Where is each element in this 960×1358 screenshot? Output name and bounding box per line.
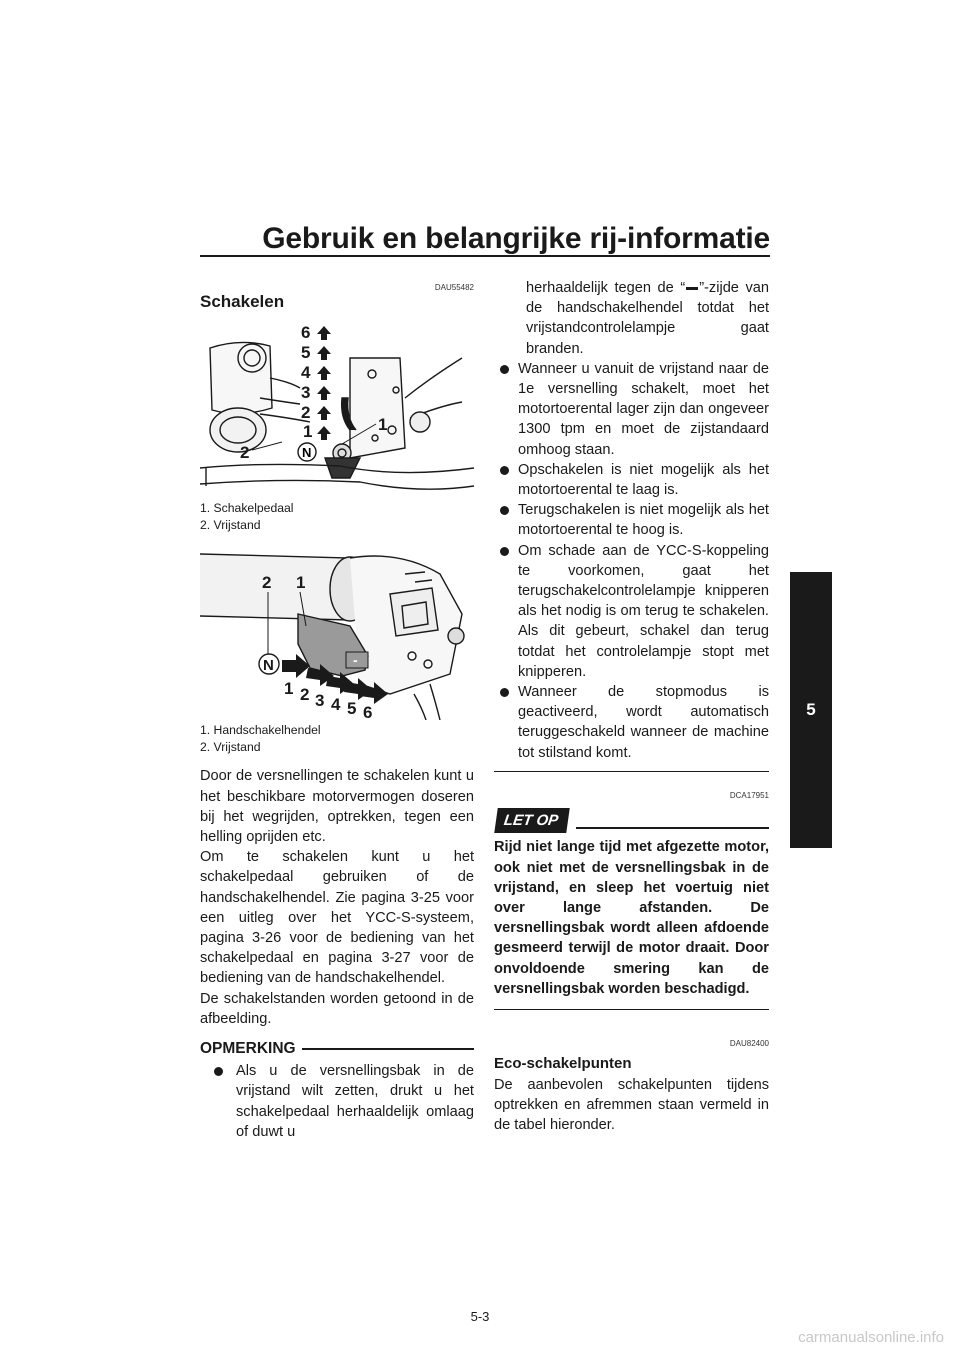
caution-text: Rijd niet lange tijd met afgezette motor, ook niet met de versnellingsbak in de vrijstand, en sleep het voertuig niet over lange afstanden. De versnellingsbak wordt alleen afdoende gesmeerd terwijl de motor draait. Door onvoldoende smering kan de versnellingsbak worden beschadigd. [494, 839, 769, 997]
minus-dash-icon [686, 287, 698, 290]
shift-pedal-illustration [200, 318, 474, 496]
caution-heading [494, 808, 769, 833]
minus-label: - [353, 652, 358, 669]
figure-1-captions [200, 500, 474, 534]
hand-shift-illustration [200, 544, 474, 720]
bullet-icon [214, 1067, 223, 1076]
gear-label-3: 3 [301, 383, 311, 403]
neutral-label: N [263, 657, 274, 675]
note-bullet [494, 460, 769, 500]
body-paragraph: De schakelstanden worden getoond in de afbeelding. [200, 990, 474, 1027]
bullet-text: Wanneer u vanuit de vrijstand naar de 1e versnelling schakelt, moet het motortoerental lager zijn dan ongeveer 1300 tpm en moet de zijstandaard omhoog staan. [518, 360, 769, 458]
subsection-title: Eco-schakelpunten [494, 1055, 632, 1073]
note-rule [302, 1048, 474, 1050]
bullet-icon [500, 547, 509, 556]
callout-1: 1 [296, 573, 306, 593]
caution-rule [576, 827, 769, 829]
header-rule [200, 255, 770, 257]
bullet-text: Om schade aan de YCC-S-koppeling te voorkomen, gaat het terugschakelcontrolelampje knipperen als het nodig is om terug te schakelen. Als dit gebeurt, schakel dan terug totdat het controlelampje stopt met knipperen. [518, 542, 769, 680]
note-bullet [200, 1061, 474, 1142]
figure-2-captions [200, 722, 474, 756]
bullet-text: Opschakelen is niet mogelijk als het motortoerental te laag is. [518, 461, 769, 499]
note-bullet-list-continued [494, 278, 769, 763]
gear-label-2: 2 [300, 685, 310, 705]
caption-line: 2. Vrijstand [200, 518, 261, 533]
caption-line: 1. Schakelpedaal [200, 501, 294, 516]
gear-label-1: 1 [284, 679, 294, 699]
page-number: 5-3 [470, 1309, 490, 1324]
gear-label-6: 6 [301, 323, 311, 343]
figure-hand-shift [200, 544, 474, 720]
note-bullet [494, 541, 769, 682]
callout-1: 1 [378, 415, 388, 435]
note-bullet [494, 682, 769, 763]
note-heading [200, 1039, 474, 1059]
caution-label: LET OP [494, 808, 570, 833]
bullet-text: Wanneer de stopmodus is geactiveerd, wordt automatisch teruggeschakeld wanneer de machine tot stilstand komt. [518, 684, 769, 761]
caution-code: DCA17951 [729, 791, 769, 801]
bullet-text: Terugschakelen is niet mogelijk als het motortoerental te hoog is. [518, 502, 769, 539]
note-bullet [494, 500, 769, 540]
caption-line: 1. Handschakelhendel [200, 723, 321, 738]
bullet-text: ”-zijde van de handschakelhendel totdat het vrijstandcontrolelampje gaat branden. [526, 280, 769, 357]
gear-label-4: 4 [331, 695, 341, 715]
caution-end-rule [494, 1009, 769, 1010]
neutral-label: N [302, 445, 312, 461]
section-code: DAU55482 [434, 283, 474, 292]
bullet-icon [500, 506, 509, 515]
gear-label-1: 1 [303, 422, 313, 442]
callout-2: 2 [240, 443, 250, 463]
watermark: carmanualsonline.info [798, 1329, 944, 1346]
bullet-icon [500, 365, 509, 374]
note-title: OPMERKING [200, 1040, 296, 1058]
caption-line: 2. Vrijstand [200, 740, 261, 755]
figure-shift-pedal [200, 318, 474, 496]
page-header-title: Gebruik en belangrijke rij-informatie [262, 222, 770, 255]
body-paragraph: De aanbevolen schakelpunten tijdens optrekken en afremmen staan vermeld in de tabel hieronder. [494, 1076, 769, 1134]
note-bullet-continued [494, 278, 769, 359]
body-paragraph: Door de versnellingen te schakelen kunt u het beschikbare motorvermogen doseren bij het wegrijden, optrekken, tegen een helling oprijden etc. [200, 768, 474, 846]
gear-label-5: 5 [301, 343, 311, 363]
body-paragraph: Om te schakelen kunt u het schakelpedaal gebruiken of de handschakelhendel. Zie pagina 3-25 voor een uitleg over het YCC-S-systeem, pagina 3-26 voor de bediening van het schakelpedaal en pagina 3-27 voor de bediening van de handschakelhendel. [200, 849, 474, 987]
section-code: DAU82400 [729, 1039, 769, 1049]
bullet-text: herhaaldelijk tegen de “ [526, 280, 686, 296]
gear-label-3: 3 [315, 691, 325, 711]
right-column [494, 278, 769, 1135]
note-bullet [494, 359, 769, 460]
chapter-tab: 5 [790, 572, 832, 848]
section-title: Schakelen [200, 292, 285, 312]
gear-label-5: 5 [347, 699, 357, 719]
gear-label-2: 2 [301, 403, 311, 423]
bullet-icon [500, 466, 509, 475]
bullet-text: Als u de versnellingsbak in de vrijstand wilt zetten, drukt u het schakelpedaal herhaaldelijk omlaag of duwt u [236, 1063, 474, 1140]
callout-2: 2 [262, 573, 272, 593]
left-column [200, 278, 474, 1142]
bullet-icon [500, 688, 509, 697]
note-end-rule [494, 771, 769, 772]
note-bullet-list [200, 1061, 474, 1142]
gear-label-6: 6 [363, 703, 373, 721]
gear-label-4: 4 [301, 363, 311, 383]
